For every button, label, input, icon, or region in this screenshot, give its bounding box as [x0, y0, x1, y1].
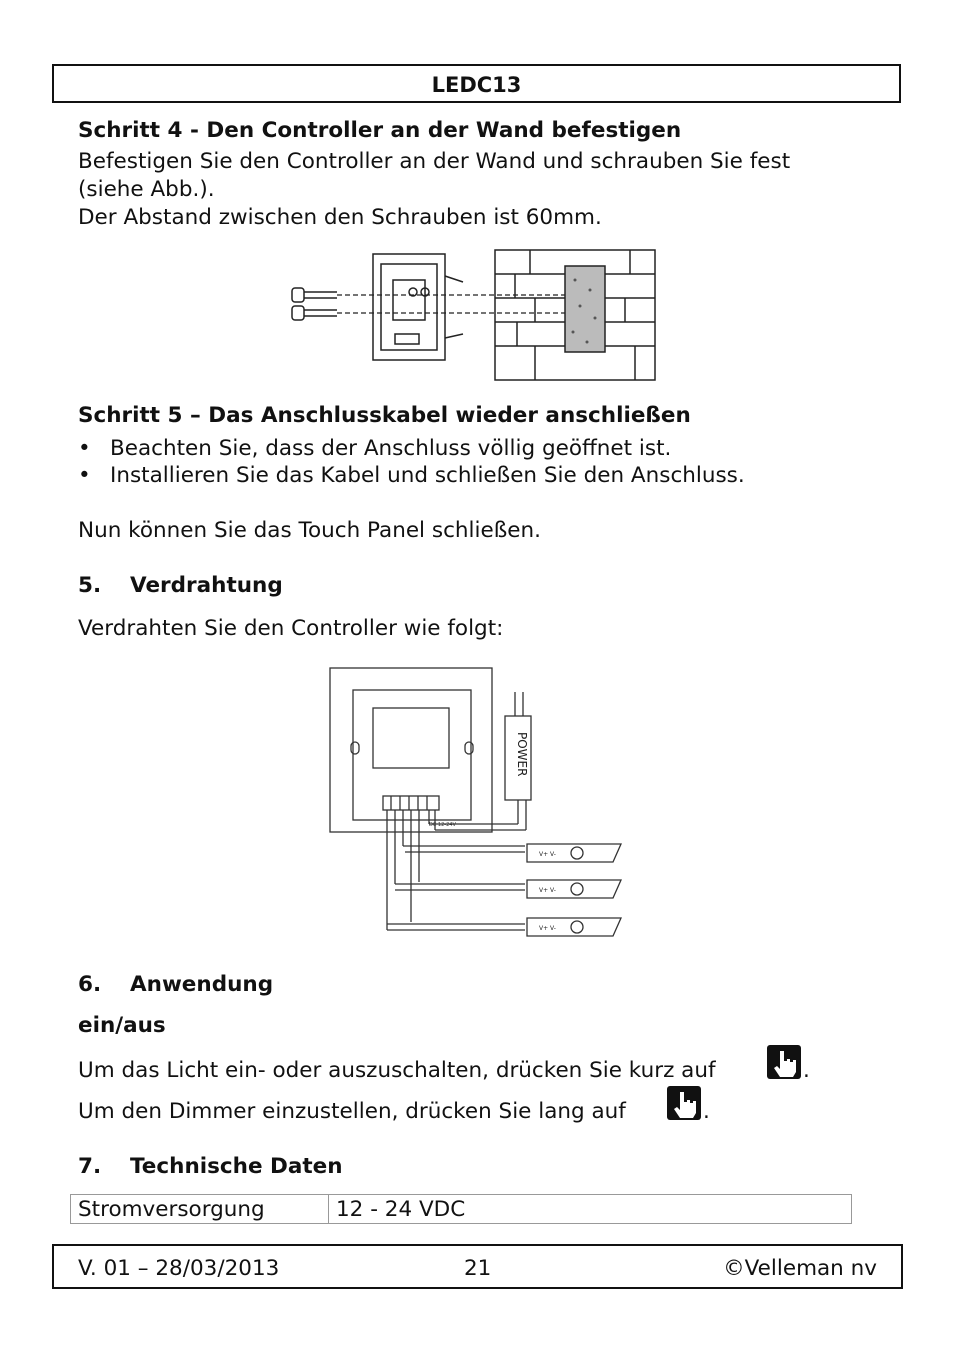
section6-subheading: ein/aus: [78, 1013, 166, 1038]
spec-table: [70, 1194, 852, 1224]
page-header: LEDC13: [52, 64, 901, 103]
step5-closing: Nun können Sie das Touch Panel schließen.: [78, 518, 541, 543]
section6-title: Anwendung: [130, 972, 274, 997]
step5-heading: Schritt 5 – Das Anschlusskabel wieder anschließen: [78, 403, 691, 428]
wall-mount-illustration: [285, 246, 665, 386]
power-label: POWER: [515, 732, 529, 777]
footer-version: V. 01 – 28/03/2013: [78, 1256, 280, 1281]
section5-number: 5.: [78, 573, 102, 598]
footer-page-number: 21: [464, 1256, 492, 1281]
touch-hand-icon: [667, 1086, 701, 1120]
section5-intro: Verdrahten Sie den Controller wie folgt:: [78, 616, 504, 641]
step4-heading: Schritt 4 - Den Controller an der Wand befestigen: [78, 118, 682, 143]
strip-label-2: V+ V-: [539, 887, 556, 894]
spec-label: Stromversorgung: [71, 1195, 329, 1224]
step4-line1: Befestigen Sie den Controller an der Wand und schrauben Sie fest: [78, 149, 791, 174]
footer-copyright: ©Velleman nv: [723, 1256, 877, 1281]
section6-heading: [78, 971, 273, 999]
step5-bullet-1: Beachten Sie, dass der Anschluss völlig geöffnet ist.: [110, 436, 672, 461]
section6-line2: Um den Dimmer einzustellen, drücken Sie lang auf: [78, 1099, 626, 1124]
section7-heading: [78, 1153, 343, 1181]
section5-title: Verdrahtung: [130, 573, 283, 598]
bullet-dot: •: [78, 463, 91, 488]
step5-bullet-2: Installieren Sie das Kabel und schließen Sie den Anschluss.: [110, 463, 745, 488]
table-row: [71, 1195, 852, 1224]
touch-hand-icon: [767, 1045, 801, 1079]
section5-heading: [78, 572, 283, 600]
wiring-diagram: [325, 662, 630, 944]
section6-period-2: .: [703, 1099, 710, 1124]
terminal-label: DC 12-24V: [429, 822, 456, 828]
strip-label-3: V+ V-: [539, 925, 556, 932]
step4-line3: Der Abstand zwischen den Schrauben ist 60mm.: [78, 205, 602, 230]
spec-value: 12 - 24 VDC: [329, 1195, 852, 1224]
page-footer: [52, 1244, 903, 1289]
bullet-dot: •: [78, 436, 91, 461]
strip-label-1: V+ V-: [539, 851, 556, 858]
section7-title: Technische Daten: [130, 1154, 343, 1179]
section7-number: 7.: [78, 1154, 102, 1179]
step4-line2: (siehe Abb.).: [78, 177, 215, 202]
section6-period-1: .: [803, 1058, 810, 1083]
section6-number: 6.: [78, 972, 102, 997]
section6-line1: Um das Licht ein- oder auszuschalten, drücken Sie kurz auf: [78, 1058, 716, 1083]
